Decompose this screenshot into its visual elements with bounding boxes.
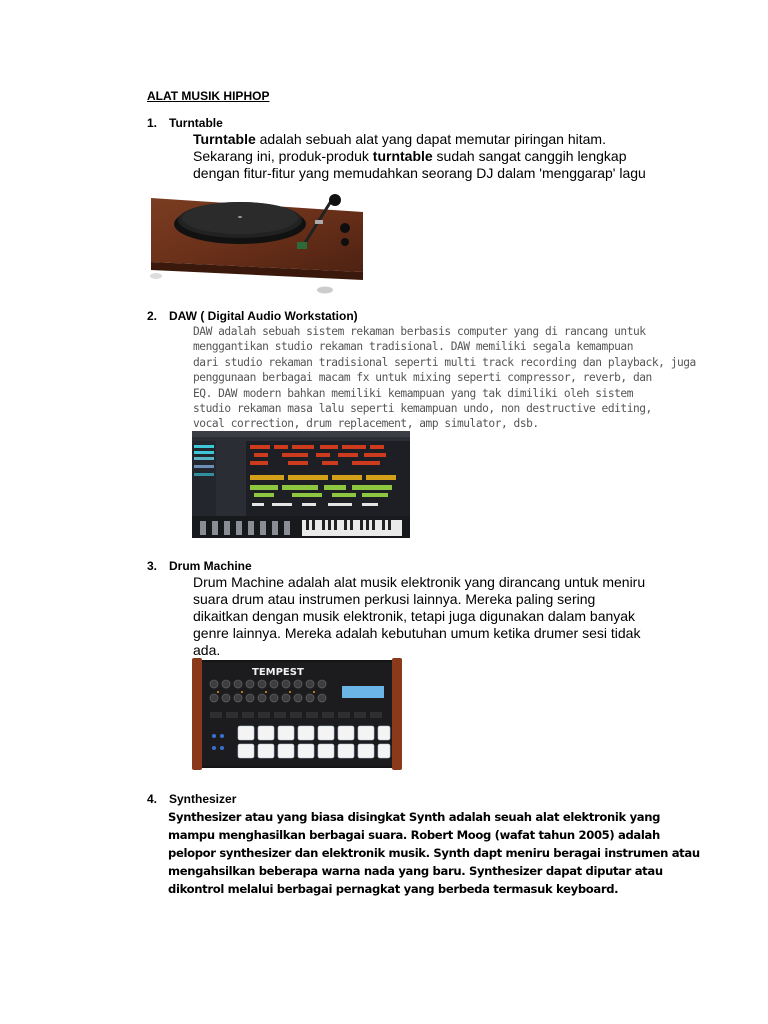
paragraph-line: dikaitkan dengan musik elektronik, tetapi juga digunakan dalam banyak [193, 608, 636, 624]
section-title: DAW ( Digital Audio Workstation) [169, 309, 358, 323]
drum-machine-paragraph [193, 574, 645, 659]
section-number: 4. [147, 792, 158, 806]
bold-term: Turntable [193, 131, 256, 147]
line-text: Sekarang ini, produk-produk [193, 148, 373, 164]
daw-screenshot [192, 431, 410, 538]
section-heading-daw [147, 309, 358, 323]
paragraph-line: genre lainnya. Mereka adalah kebutuhan umum ketika drumer sesi tidak [193, 625, 641, 641]
paragraph-line: suara drum atau instrumen perkusi lainnya. Mereka paling sering [193, 591, 596, 607]
turntable-photo [145, 190, 367, 296]
paragraph-line: Synthesizer atau yang biasa disingkat Synth adalah seuah alat elektronik yang [168, 810, 661, 824]
line-text: adalah sebuah alat yang dapat memutar piringan hitam. [255, 131, 606, 147]
section-number: 2. [147, 309, 158, 323]
device-brand-label: TEMPEST [252, 667, 304, 678]
paragraph-line: ada. [193, 642, 221, 658]
section-title: Drum Machine [169, 559, 252, 573]
drum-machine-photo [192, 656, 404, 774]
paragraph-line: DAW adalah sebuah sistem rekaman berbasis computer yang di rancang untuk [193, 325, 646, 338]
paragraph-line [193, 165, 646, 182]
line-text: sudah sangat canggih lengkap [432, 148, 627, 164]
paragraph-line: mengahsilkan beberapa warna nada yang baru. Synthesizer dapat diputar atau [168, 864, 663, 878]
bold-term: turntable [372, 148, 433, 164]
paragraph-line: mampu menghasilkan berbagai suara. Robert Moog (wafat tahun 2005) adalah [168, 828, 660, 842]
page-title: ALAT MUSIK HIPHOP [147, 89, 270, 103]
synthesizer-paragraph [168, 808, 700, 898]
paragraph-line: Drum Machine adalah alat musik elektronik yang dirancang untuk meniru [193, 574, 646, 590]
paragraph-line: dari studio rekaman tradisional seperti multi track recording dan playback, juga [193, 355, 696, 369]
paragraph-line [193, 148, 646, 165]
paragraph-line: dikontrol melalui berbagai pernagkat yang berbeda termasuk keyboard. [168, 882, 619, 896]
paragraph-line: menggantikan studio rekaman tradisional. DAW memiliki segala kemampuan [193, 340, 633, 354]
paragraph-line: penggunaan berbagai macam fx untuk mixing seperti compressor, reverb, dan [193, 371, 652, 385]
section-number: 1. [147, 116, 158, 130]
section-heading-turntable [147, 116, 223, 130]
line-text: dengan fitur-fitur yang memudahkan seorang DJ dalam 'menggarap' lagu [193, 165, 646, 181]
section-title: Turntable [169, 116, 223, 130]
section-number: 3. [147, 559, 158, 573]
paragraph-line: studio rekaman masa lalu seperti kemampuan undo, non destructive editing, [193, 402, 652, 416]
paragraph-line [193, 131, 646, 148]
daw-paragraph [193, 324, 696, 432]
paragraph-line: vocal correction, drum replacement, amp simulator, dsb. [193, 417, 539, 431]
section-title: Synthesizer [169, 792, 237, 806]
section-heading-drum-machine [147, 559, 252, 573]
turntable-paragraph [193, 131, 646, 182]
paragraph-line: EQ. DAW modern bahkan memiliki kemampuan yang tak dimiliki oleh sistem [193, 386, 633, 400]
paragraph-line: pelopor synthesizer dan elektronik musik. Synth dapt meniru beragai instrumen atau [168, 846, 700, 860]
section-heading-synthesizer [147, 792, 236, 806]
